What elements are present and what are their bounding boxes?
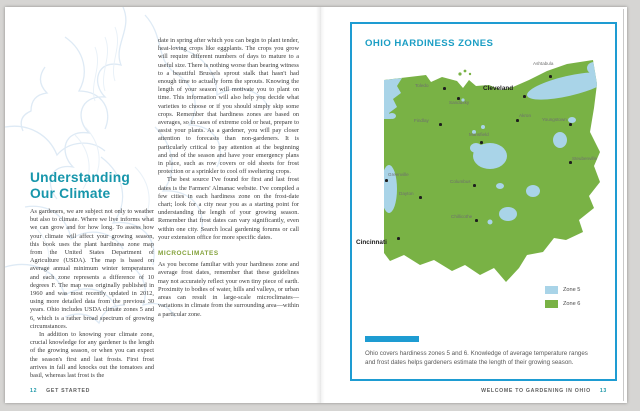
left-page-footer <box>30 388 90 394</box>
city-dot-steubenville <box>569 161 572 164</box>
city-label-cincinnati: Cincinnati <box>356 239 387 246</box>
city-label-akron: Akron <box>519 113 532 118</box>
city-dot-akron <box>516 119 519 122</box>
city-label-findlay: Findlay <box>414 118 429 123</box>
map-title: OHIO HARDINESS ZONES <box>365 38 494 49</box>
legend-row-zone5 <box>545 286 580 294</box>
city-dot-dayton <box>419 196 422 199</box>
body-paragraph: In addition to knowing your climate zone, crucial knowledge for any gardener is the length of the growing season, or when you can expect the season's first and last frosts. First frost arrives in fall and knocks out the tomatoes and basil, whereas last frost is the <box>30 331 154 380</box>
city-dot-chillicothe <box>475 219 478 222</box>
left-column <box>30 170 154 380</box>
legend-row-zone6 <box>545 300 580 308</box>
section-heading-line2: Our Climate <box>30 185 111 201</box>
city-label-toledo: Toledo <box>415 83 429 88</box>
zone6-label: Zone 6 <box>563 301 581 307</box>
page-edge-line <box>623 9 624 401</box>
zone6-swatch <box>545 300 558 308</box>
city-label-cleveland: Cleveland <box>483 85 514 92</box>
map-legend <box>545 286 580 314</box>
section-heading-line1: Understanding <box>30 170 130 185</box>
right-page-footer <box>481 388 607 394</box>
book-spread <box>5 7 627 403</box>
body-paragraph: As you become familiar with your hardiness zone and average frost dates, remember that these guidelines may not accurately reflect your own tiny piece of earth. Proximity to bodies of water, hills and valleys, or urban areas can result in large-scale microclimates—variations in climate from the surrounding area—within a particular zone. <box>158 261 299 318</box>
city-dot-greenville <box>385 179 388 182</box>
body-paragraph: date in spring after which you can begin to plant tender, heat-loving crops like eggplants. The crops you grow will require different numbers of days to mature to a useful size. There is nothing worse than bearing witness to a beautiful Brussels sprout stalk that hasn't had enough time to actually form the sprouts. Knowing the length of your season will motivate you to plant on time. This information will also help you decide what varieties to choose or if you should simply skip some crops. Remember that hardiness zones are based on averages, so in cases of extreme cold or heat, prepare to assist your plants. As a gardener, you will pay closer attention to forecasts than non-gardeners. It is particularly critical to pay attention at the beginning and end of the season and have your emergency plans in place, such as row covers or old sheets for frost protection or a sprinkler to cool off sweltering crops. <box>158 37 300 176</box>
left-page <box>5 7 320 403</box>
zone5-swatch <box>545 286 558 294</box>
city-dot-ashtabula <box>549 75 552 78</box>
microclimates-subheading: MICROCLIMATES <box>158 250 219 258</box>
ohio-map <box>356 56 612 294</box>
zone5-label: Zone 5 <box>563 287 581 293</box>
footer-section-label: WELCOME TO GARDENING IN OHIO <box>481 388 591 394</box>
city-label-chillicothe: Chillicothe <box>451 214 473 219</box>
city-dot-cincinnati <box>397 237 400 240</box>
city-dot-columbus <box>473 184 476 187</box>
hardiness-zone-panel <box>350 22 617 381</box>
right-column <box>158 37 299 319</box>
city-label-mansfield: Mansfield <box>469 132 489 137</box>
city-dot-toledo <box>443 87 446 90</box>
city-label-steubenville: Steubenville <box>572 156 598 161</box>
city-label-youngstown: Youngstown <box>542 117 567 122</box>
map-caption: Ohio covers hardiness zones 5 and 6. Knowledge of average temperature ranges and frost dates helps gardeners estimate the length of their growing season. <box>365 350 588 366</box>
city-dot-youngstown <box>569 123 572 126</box>
right-page <box>320 7 627 403</box>
page-number: 13 <box>599 388 607 394</box>
city-label-columbus: Columbus <box>450 179 471 184</box>
city-dot-findlay <box>439 123 442 126</box>
caption-accent-bar <box>365 336 419 342</box>
city-label-ashtabula: Ashtabula <box>533 61 554 66</box>
city-label-greenville: Greenville <box>388 172 409 177</box>
page-number: 12 <box>30 388 38 394</box>
body-paragraph: As gardeners, we are subject not only to weather but also to climate. Where we live informs what we can grow and for how long. To assess how your climate will affect your growing season, this book uses the plant hardiness zone map from the United States Department of Agriculture (USDA). The map is based on average annual minimum winter temperatures and each zone represents a difference of 10 degrees F. The map was originally published in 1960 and was most recently updated in 2012, using more detailed data from the previous 30 years. Ohio includes USDA climate zones 5 and 6, which is a rather broad spectrum of growing circumstances. <box>30 208 154 330</box>
city-label-dayton: Dayton <box>399 191 414 196</box>
city-dot-cleveland <box>523 95 526 98</box>
city-label-sandusky: Sandusky <box>449 100 470 105</box>
city-dot-mansfield <box>480 141 483 144</box>
section-heading <box>30 170 154 201</box>
lake-islands <box>458 70 471 76</box>
body-paragraph: The best source I've found for first and last frost dates is the Farmers' Almanac website. I've compiled a few cities in each hardiness zone on the frost-date chart; look for a city near you as a starting point for understanding the length of your growing season. Remember that frost dates can vary significantly, even within one city. Search local gardening forums or call your extension office for more specific dates. <box>158 176 299 241</box>
footer-section-label: GET STARTED <box>46 388 91 394</box>
